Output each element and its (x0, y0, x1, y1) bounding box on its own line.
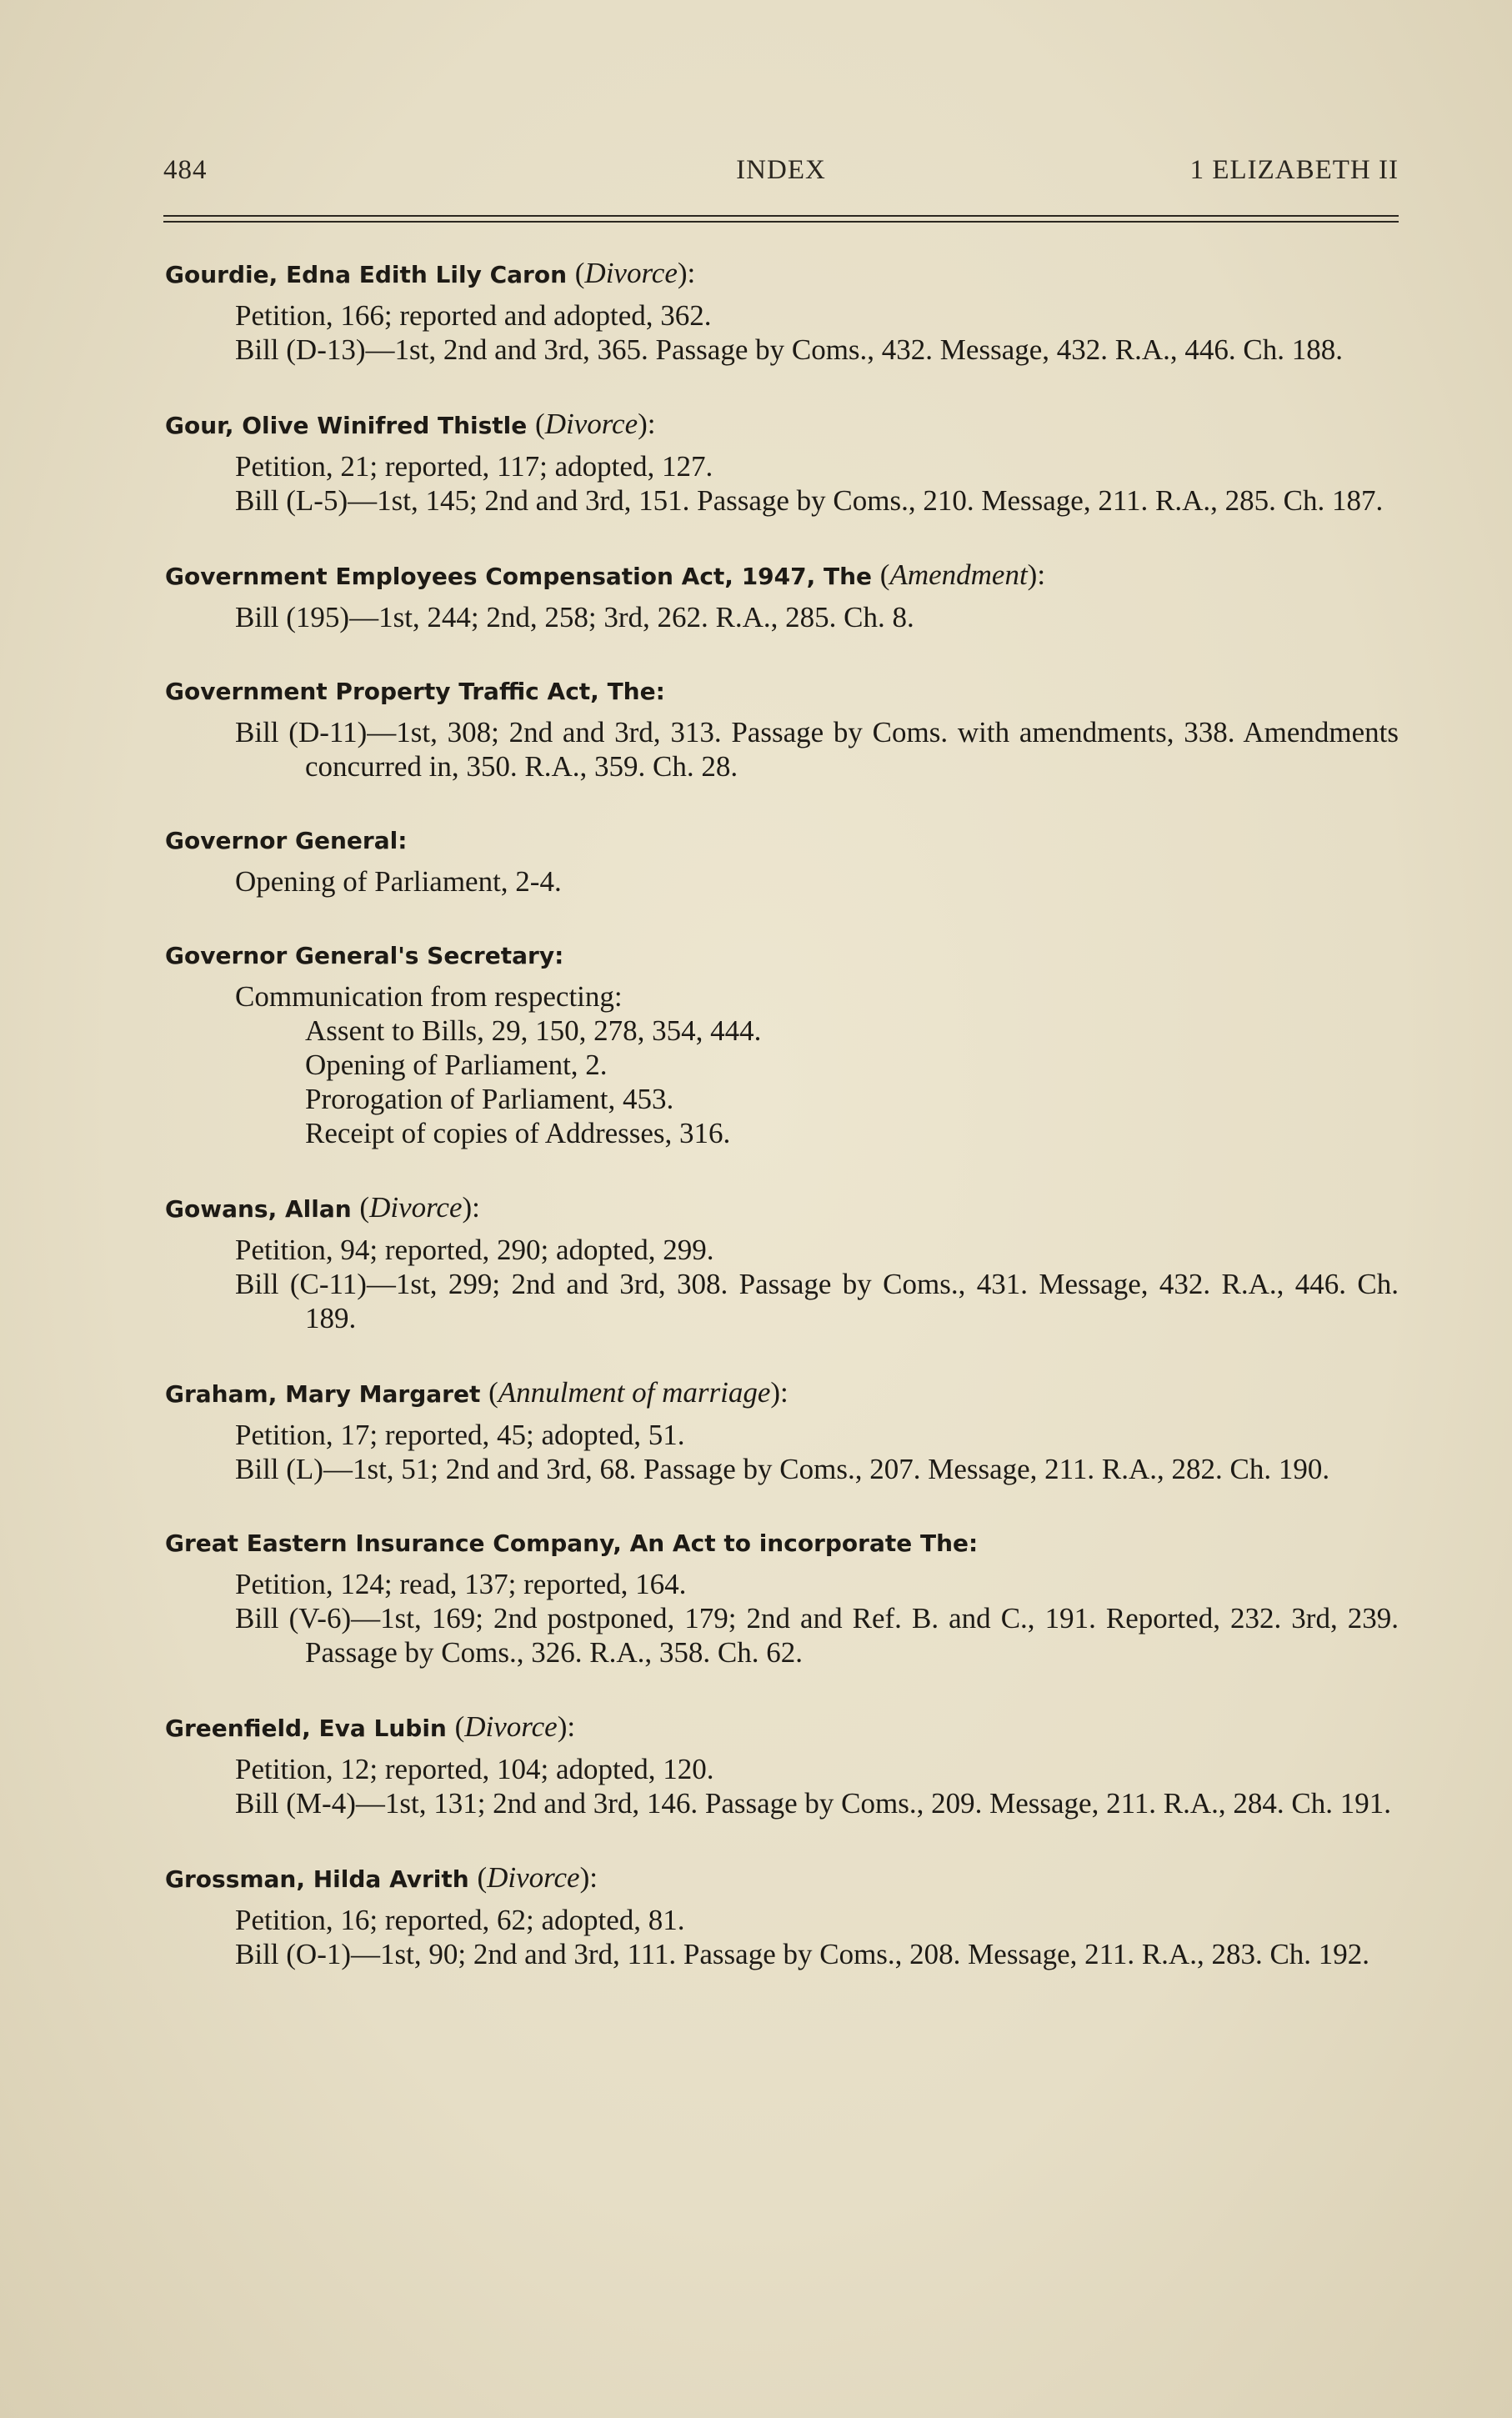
index-entry (165, 1184, 1399, 1335)
index-entry (165, 552, 1399, 634)
entry-subline: Opening of Parliament, 2. (305, 1049, 608, 1081)
entry-line: Bill (L)—1st, 51; 2nd and 3rd, 68. Passage by Coms., 207. Message, 211. R.A., 282. Ch. 190. (235, 1453, 1330, 1485)
entry-line: Petition, 124; read, 137; reported, 164. (235, 1568, 687, 1600)
entry-line: Petition, 16; reported, 62; adopted, 81. (235, 1904, 685, 1936)
entry-name: Gourdie, Edna Edith Lily Caron (165, 261, 568, 288)
entry-heading (165, 1184, 1399, 1233)
entry-name: Greenfield, Eva Lubin (165, 1715, 447, 1742)
entry-line: Bill (L-5)—1st, 145; 2nd and 3rd, 151. Passage by Coms., 210. Message, 211. R.A., 285. Ch. 187. (235, 484, 1384, 517)
entry-heading (165, 933, 1399, 979)
entry-name: Governor General: (165, 827, 408, 854)
index-entry (165, 401, 1399, 518)
entry-line: Bill (D-13)—1st, 2nd and 3rd, 365. Passage by Coms., 432. Message, 432. R.A., 446. Ch. 188. (235, 333, 1343, 366)
entry-line: Petition, 17; reported, 45; adopted, 51. (235, 1419, 685, 1451)
entry-qualifier: (Amendment): (879, 558, 1046, 591)
entry-subline: Receipt of copies of Addresses, 316. (305, 1117, 731, 1149)
entry-line: Petition, 12; reported, 104; adopted, 120. (235, 1753, 714, 1785)
entry-line: Opening of Parliament, 2-4. (235, 865, 562, 898)
entry-heading (165, 1704, 1399, 1752)
page-number: 484 (163, 155, 208, 185)
entry-name: Government Property Traffic Act, The: (165, 678, 665, 705)
entry-qualifier: (Divorce): (574, 257, 696, 289)
index-entry (165, 668, 1399, 783)
entry-line: Communication from respecting: (235, 980, 623, 1013)
entry-name: Governor General's Secretary: (165, 942, 564, 969)
entry-line: Bill (O-1)—1st, 90; 2nd and 3rd, 111. Passage by Coms., 208. Message, 211. R.A., 283. Ch. 192. (235, 1938, 1370, 1970)
index-entry (165, 1369, 1399, 1486)
index-entry (165, 1855, 1399, 1971)
index-entry (165, 933, 1399, 1150)
entry-name: Government Employees Compensation Act, 1947, The (165, 563, 873, 590)
entry-heading (165, 818, 1399, 864)
page-header (163, 155, 1399, 197)
entry-heading (165, 1855, 1399, 1903)
header-double-rule (163, 215, 1399, 223)
index-entries (165, 250, 1399, 2005)
entry-qualifier: (Divorce): (477, 1861, 598, 1894)
entry-heading (165, 1369, 1399, 1418)
entry-line: Bill (D-11)—1st, 308; 2nd and 3rd, 313. Passage by Coms. with amendments, 338. Amendments concurred in, 350. R.A., 359. Ch. 28. (235, 716, 1399, 783)
index-entry (165, 1704, 1399, 1820)
entry-name: Gowans, Allan (165, 1195, 352, 1223)
entry-qualifier: (Annulment of marriage): (488, 1376, 789, 1409)
index-entry (165, 250, 1399, 367)
entry-line: Petition, 21; reported, 117; adopted, 127. (235, 450, 713, 483)
entry-line: Petition, 94; reported, 290; adopted, 299. (235, 1234, 714, 1266)
entry-qualifier: (Divorce): (359, 1191, 480, 1224)
entry-subline: Assent to Bills, 29, 150, 278, 354, 444. (305, 1014, 762, 1047)
entry-name: Graham, Mary Margaret (165, 1380, 481, 1408)
entry-heading (165, 401, 1399, 449)
entry-heading (165, 668, 1399, 715)
entry-heading (165, 552, 1399, 600)
entry-line: Bill (V-6)—1st, 169; 2nd postponed, 179; 2nd and Ref. B. and C., 191. Reported, 232. 3rd, 239. Passage by Coms., 326. R.A., 358. Ch. 62. (235, 1602, 1399, 1669)
index-entry (165, 1520, 1399, 1670)
entry-qualifier: (Divorce): (454, 1710, 576, 1743)
running-title: INDEX (736, 155, 826, 185)
index-entry (165, 818, 1399, 899)
entry-subline: Prorogation of Parliament, 453. (305, 1083, 674, 1115)
entry-heading (165, 250, 1399, 298)
volume-label: 1 ELIZABETH II (1189, 155, 1399, 185)
entry-line: Bill (195)—1st, 244; 2nd, 258; 3rd, 262. R.A., 285. Ch. 8. (235, 601, 914, 633)
entry-line: Bill (M-4)—1st, 131; 2nd and 3rd, 146. Passage by Coms., 209. Message, 211. R.A., 284. Ch. 191. (235, 1787, 1391, 1820)
entry-name: Gour, Olive Winifred Thistle (165, 412, 528, 439)
entry-line: Petition, 166; reported and adopted, 362. (235, 299, 712, 332)
entry-qualifier: (Divorce): (535, 408, 656, 440)
entry-line: Bill (C-11)—1st, 299; 2nd and 3rd, 308. Passage by Coms., 431. Message, 432. R.A., 446. Ch. 189. (235, 1268, 1399, 1334)
entry-heading (165, 1520, 1399, 1567)
entry-name: Great Eastern Insurance Company, An Act to incorporate The: (165, 1529, 979, 1557)
entry-name: Grossman, Hilda Avrith (165, 1865, 469, 1893)
